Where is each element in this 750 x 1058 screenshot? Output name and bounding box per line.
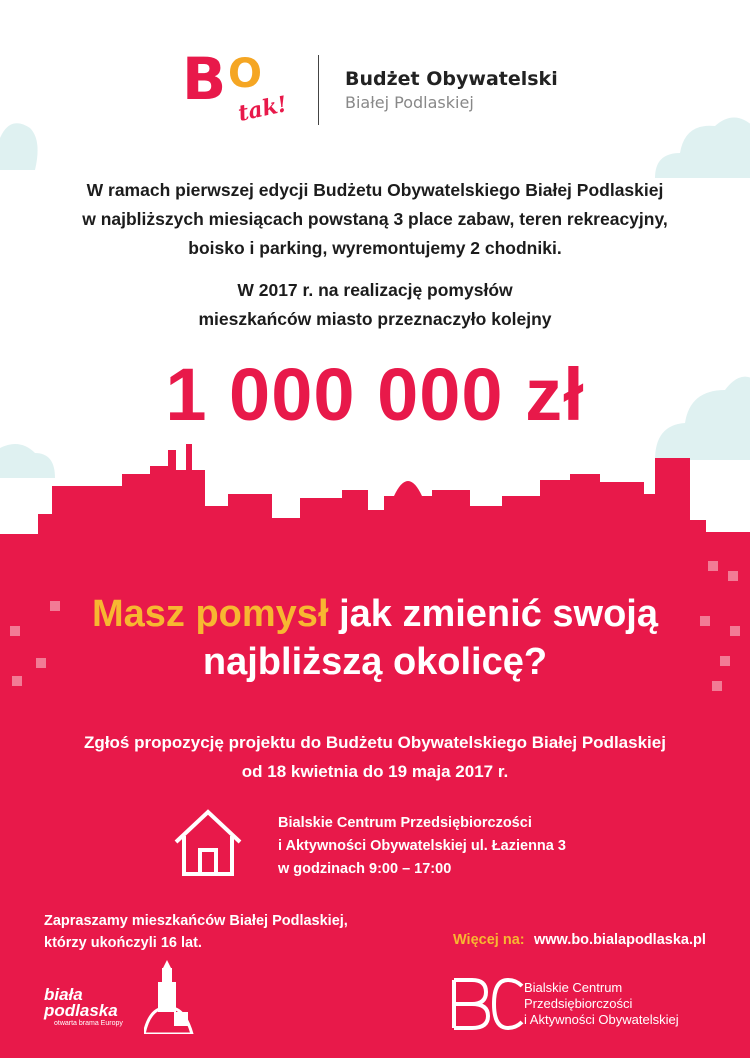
apply-line: od 18 kwietnia do 19 maja 2017 r. xyxy=(241,762,509,781)
bc-logo-line: i Aktywności Obywatelskiej xyxy=(524,1012,679,1027)
header-divider xyxy=(318,55,319,125)
invite-text xyxy=(44,910,348,954)
bo-logo-b: B xyxy=(182,45,223,113)
logo-name-line-2: podlaska xyxy=(44,1001,118,1020)
bo-logo-tak: tak! xyxy=(235,91,290,127)
intro-paragraph-2 xyxy=(0,276,750,334)
logo-name-line-1: biała xyxy=(44,985,83,1004)
bc-logo-icon xyxy=(450,978,530,1030)
address-line: w godzinach 9:00 – 17:00 xyxy=(278,861,452,877)
bo-logo xyxy=(182,45,302,140)
invite-line: Zapraszamy mieszkańców Białej Podlaskiej, xyxy=(44,913,348,929)
house-icon xyxy=(172,806,244,878)
intro-line: w najbliższych miesiącach powstaną 3 place zabaw, teren rekreacyjny, xyxy=(82,209,668,229)
bc-logo-line: Przedsiębiorczości xyxy=(524,996,633,1011)
bc-logo-text xyxy=(524,980,679,1028)
amount-headline: 1 000 000 zł xyxy=(165,353,585,436)
header-title: Budżet Obywatelski xyxy=(345,68,558,90)
city-gate-icon xyxy=(144,960,194,1034)
cloud-top-right xyxy=(655,108,750,178)
intro-line: W ramach pierwszej edycji Budżetu Obywatelskiego Białej Podlaskiej xyxy=(86,180,664,200)
question-highlight: Masz pomysł xyxy=(91,593,329,635)
intro-paragraph xyxy=(0,176,750,263)
header-subtitle: Białej Podlaskiej xyxy=(345,93,474,112)
intro-line: mieszkańców miasto przeznaczyło kolejny xyxy=(198,309,552,329)
bo-logo-o: O xyxy=(228,51,263,97)
logo-tagline: otwarta brama Europy xyxy=(54,1020,123,1027)
question-headline xyxy=(0,590,750,686)
question-rest: jak zmienić swoją xyxy=(328,593,658,635)
address-line: Bialskie Centrum Przedsiębiorczości xyxy=(278,815,532,831)
intro-line: W 2017 r. na realizację pomysłów xyxy=(237,280,513,300)
address-line: i Aktywności Obywatelskiej ul. Łazienna 3 xyxy=(278,838,566,854)
more-label: Więcej na: xyxy=(453,932,525,948)
invite-line: którzy ukończyli 16 lat. xyxy=(44,935,202,951)
intro-line: boisko i parking, wyremontujemy 2 chodniki. xyxy=(188,238,562,258)
bc-logo-line: Bialskie Centrum xyxy=(524,980,623,995)
more-link[interactable]: www.bo.bialapodlaska.pl xyxy=(534,932,706,948)
address-block xyxy=(278,812,566,881)
apply-paragraph xyxy=(0,728,750,786)
apply-line: Zgłoś propozycję projektu do Budżetu Obywatelskiego Białej Podlaskiej xyxy=(84,733,666,752)
question-line-2: najbliższą okolicę? xyxy=(202,641,548,683)
cloud-top-left xyxy=(0,110,40,170)
biala-podlaska-logo xyxy=(44,960,204,1040)
